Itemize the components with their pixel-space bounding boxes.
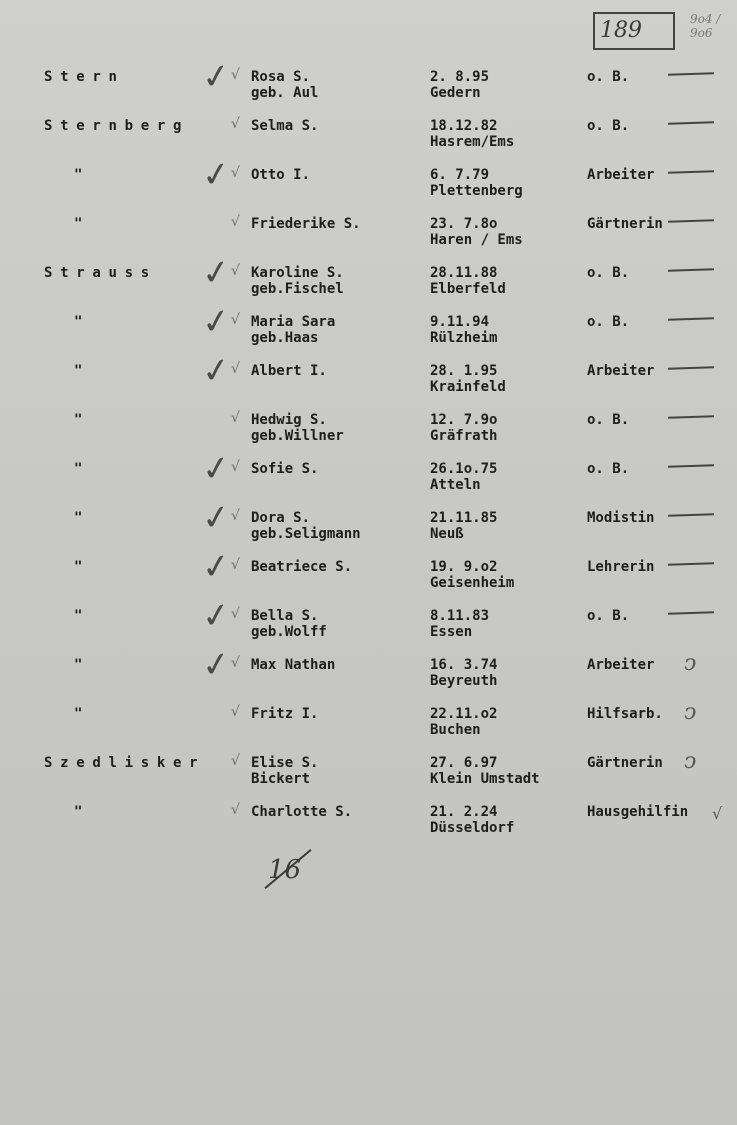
- register-row: [0, 251, 737, 313]
- birth-place: Plettenberg: [430, 183, 523, 199]
- handwritten-dash-mark: [668, 366, 714, 370]
- small-check-icon: √: [231, 312, 240, 328]
- birth-cell: [430, 363, 506, 395]
- given-name-cell: [251, 804, 352, 820]
- register-row: [0, 594, 737, 656]
- small-check-icon: √: [231, 753, 240, 769]
- birth-date: 9.11.94: [430, 314, 490, 330]
- register-row: [0, 700, 737, 754]
- handwritten-dash-mark: [668, 268, 714, 272]
- given-name: Selma S.: [251, 118, 319, 134]
- handwritten-check-icon: ✓: [199, 55, 234, 99]
- birth-date: 26.1o.75: [430, 461, 498, 477]
- given-name-cell: [251, 510, 361, 542]
- birth-date: 21. 2.24: [430, 804, 498, 820]
- given-name: Max Nathan: [251, 657, 336, 673]
- birth-place: Atteln: [430, 477, 481, 493]
- surname-ditto-mark: ": [74, 804, 83, 820]
- given-name: Albert I.: [251, 363, 327, 379]
- given-name-cell: [251, 657, 335, 673]
- occupation: o. B.: [587, 314, 630, 330]
- handwritten-check-icon: ✓: [199, 594, 234, 638]
- birth-date: 2. 8.95: [430, 69, 490, 85]
- maiden-name: geb.Fischel: [251, 281, 344, 297]
- surname: Stern: [44, 69, 125, 85]
- birth-place: Gräfrath: [430, 428, 498, 444]
- maiden-name: geb.Seligmann: [251, 526, 361, 542]
- birth-cell: [430, 461, 497, 493]
- birth-place: Krainfeld: [430, 379, 506, 395]
- given-name: Friederike S.: [251, 216, 361, 232]
- handwritten-check-icon: ✓: [199, 447, 234, 491]
- birth-place: Haren / Ems: [430, 232, 523, 248]
- birth-cell: [430, 118, 514, 150]
- surname-ditto-mark: ": [74, 559, 83, 575]
- handwritten-scribble-mark: ↄ: [684, 749, 697, 774]
- given-name: Elise S.: [251, 755, 319, 771]
- surname-ditto-mark: ": [74, 314, 83, 330]
- given-name: Charlotte S.: [251, 804, 353, 820]
- handwritten-dash-mark: [668, 72, 714, 76]
- handwritten-check-icon: ✓: [199, 643, 234, 687]
- surname-ditto-mark: ": [74, 412, 83, 428]
- birth-cell: [430, 314, 497, 346]
- handwritten-scribble-mark: ↄ: [684, 651, 697, 676]
- occupation: Arbeiter: [587, 363, 655, 379]
- surname-ditto-mark: ": [74, 706, 83, 722]
- maiden-name: geb.Willner: [251, 428, 344, 444]
- small-check-icon: √: [231, 410, 240, 426]
- occupation: Lehrerin: [587, 559, 655, 575]
- page-number: 189: [600, 18, 642, 43]
- given-name-cell: [251, 216, 361, 232]
- given-name: Dora S.: [251, 510, 311, 526]
- register-row: [0, 300, 737, 362]
- register-row: [0, 349, 737, 411]
- birth-place: Düsseldorf: [430, 820, 515, 836]
- maiden-name: geb.Wolff: [251, 624, 327, 640]
- birth-date: 6. 7.79: [430, 167, 490, 183]
- birth-cell: [430, 510, 497, 542]
- birth-date: 12. 7.9o: [430, 412, 498, 428]
- birth-cell: [430, 608, 489, 640]
- surname-ditto-mark: ": [74, 510, 83, 526]
- register-row: [0, 412, 737, 460]
- small-check-icon: √: [231, 704, 240, 720]
- surname-ditto-mark: ": [74, 461, 83, 477]
- handwritten-side-note: 9o4 / 9o6: [690, 12, 721, 40]
- register-row: [0, 216, 737, 264]
- small-check-icon: √: [231, 606, 240, 622]
- register-row: [0, 643, 737, 705]
- given-name: Maria Sara: [251, 314, 336, 330]
- handwritten-check-icon: ✓: [199, 545, 234, 589]
- handwritten-check-icon: √: [712, 804, 723, 823]
- birth-cell: [430, 657, 497, 689]
- birth-cell: [430, 755, 540, 787]
- birth-cell: [430, 167, 523, 199]
- small-check-icon: √: [231, 508, 240, 524]
- birth-cell: [430, 804, 514, 836]
- handwritten-dash-mark: [668, 611, 714, 615]
- given-name-cell: [251, 363, 327, 379]
- birth-place: Buchen: [430, 722, 481, 738]
- birth-cell: [430, 216, 523, 248]
- handwritten-dash-mark: [668, 317, 714, 321]
- given-name: Bella S.: [251, 608, 319, 624]
- birth-date: 27. 6.97: [430, 755, 498, 771]
- small-check-icon: √: [231, 557, 240, 573]
- birth-place: Elberfeld: [430, 281, 506, 297]
- handwritten-dash-mark: [668, 464, 714, 468]
- birth-date: 28. 1.95: [430, 363, 498, 379]
- handwritten-dash-mark: [668, 513, 714, 517]
- occupation: o. B.: [587, 412, 630, 428]
- small-check-icon: √: [231, 263, 240, 279]
- occupation: o. B.: [587, 69, 630, 85]
- birth-date: 21.11.85: [430, 510, 498, 526]
- given-name: Karoline S.: [251, 265, 344, 281]
- small-check-icon: √: [231, 67, 240, 83]
- given-name-cell: [251, 118, 318, 134]
- occupation: Arbeiter: [587, 657, 655, 673]
- occupation: o. B.: [587, 265, 630, 281]
- register-row: [0, 447, 737, 509]
- small-check-icon: √: [231, 655, 240, 671]
- handwritten-dash-mark: [668, 562, 714, 566]
- small-check-icon: √: [231, 802, 240, 818]
- given-name: Hedwig S.: [251, 412, 327, 428]
- occupation: o. B.: [587, 118, 630, 134]
- birth-date: 16. 3.74: [430, 657, 498, 673]
- given-name: Sofie S.: [251, 461, 319, 477]
- handwritten-check-icon: ✓: [199, 153, 234, 197]
- small-check-icon: √: [231, 116, 240, 132]
- maiden-name: geb. Aul: [251, 85, 319, 101]
- surname-ditto-mark: ": [74, 608, 83, 624]
- handwritten-dash-mark: [668, 219, 714, 223]
- given-name: Rosa S.: [251, 69, 311, 85]
- birth-cell: [430, 559, 514, 591]
- handwritten-check-icon: ✓: [199, 496, 234, 540]
- birth-date: 22.11.o2: [430, 706, 498, 722]
- surname-ditto-mark: ": [74, 167, 83, 183]
- handwritten-dash-mark: [668, 415, 714, 419]
- handwritten-dash-mark: [668, 170, 714, 174]
- given-name-cell: [251, 265, 344, 297]
- given-name: Beatriece S.: [251, 559, 353, 575]
- small-check-icon: √: [231, 459, 240, 475]
- occupation: Modistin: [587, 510, 655, 526]
- register-row: [0, 749, 737, 803]
- given-name-cell: [251, 608, 327, 640]
- occupation: Gärtnerin: [587, 216, 663, 232]
- birth-place: Beyreuth: [430, 673, 498, 689]
- handwritten-check-icon: ✓: [199, 251, 234, 295]
- birth-cell: [430, 706, 497, 738]
- handwritten-check-icon: ✓: [199, 349, 234, 393]
- handwritten-scribble-mark: ↄ: [684, 700, 697, 725]
- surname: Strauss: [44, 265, 157, 281]
- birth-place: Neuß: [430, 526, 464, 542]
- register-row: [0, 153, 737, 215]
- given-name-cell: [251, 412, 344, 444]
- birth-place: Geisenheim: [430, 575, 515, 591]
- maiden-name: geb.Haas: [251, 330, 319, 346]
- small-check-icon: √: [231, 214, 240, 230]
- birth-date: 8.11.83: [430, 608, 490, 624]
- birth-date: 18.12.82: [430, 118, 498, 134]
- given-name-cell: [251, 69, 318, 101]
- given-name-cell: [251, 167, 310, 183]
- birth-place: Rülzheim: [430, 330, 498, 346]
- birth-cell: [430, 412, 497, 444]
- register-row: [0, 545, 737, 607]
- occupation: o. B.: [587, 608, 630, 624]
- birth-date: 19. 9.o2: [430, 559, 498, 575]
- given-name-cell: [251, 706, 318, 722]
- occupation: Hilfsarb.: [587, 706, 663, 722]
- given-name: Otto I.: [251, 167, 311, 183]
- small-check-icon: √: [231, 361, 240, 377]
- surname: Szedlisker: [44, 755, 206, 771]
- register-row: [0, 496, 737, 558]
- given-name-cell: [251, 314, 335, 346]
- occupation: o. B.: [587, 461, 630, 477]
- birth-place: Gedern: [430, 85, 481, 101]
- birth-place: Essen: [430, 624, 473, 640]
- register-row: [0, 55, 737, 117]
- surname-ditto-mark: ": [74, 657, 83, 673]
- given-name-cell: [251, 559, 352, 575]
- surname-ditto-mark: ": [74, 363, 83, 379]
- given-name-cell: [251, 461, 318, 477]
- surname: Sternberg: [44, 118, 190, 134]
- birth-place: Klein Umstadt: [430, 771, 540, 787]
- handwritten-check-icon: ✓: [199, 300, 234, 344]
- birth-place: Hasrem/Ems: [430, 134, 515, 150]
- small-check-icon: √: [231, 165, 240, 181]
- register-row: [0, 118, 737, 166]
- occupation: Hausgehilfin: [587, 804, 689, 820]
- register-row: [0, 804, 737, 852]
- occupation: Arbeiter: [587, 167, 655, 183]
- birth-cell: [430, 265, 506, 297]
- handwritten-dash-mark: [668, 121, 714, 125]
- given-name-cell: [251, 755, 318, 787]
- footer-handwritten-mark: 16: [268, 855, 302, 885]
- birth-cell: [430, 69, 489, 101]
- occupation: Gärtnerin: [587, 755, 663, 771]
- birth-date: 23. 7.8o: [430, 216, 498, 232]
- maiden-name: Bickert: [251, 771, 311, 787]
- given-name: Fritz I.: [251, 706, 319, 722]
- birth-date: 28.11.88: [430, 265, 498, 281]
- surname-ditto-mark: ": [74, 216, 83, 232]
